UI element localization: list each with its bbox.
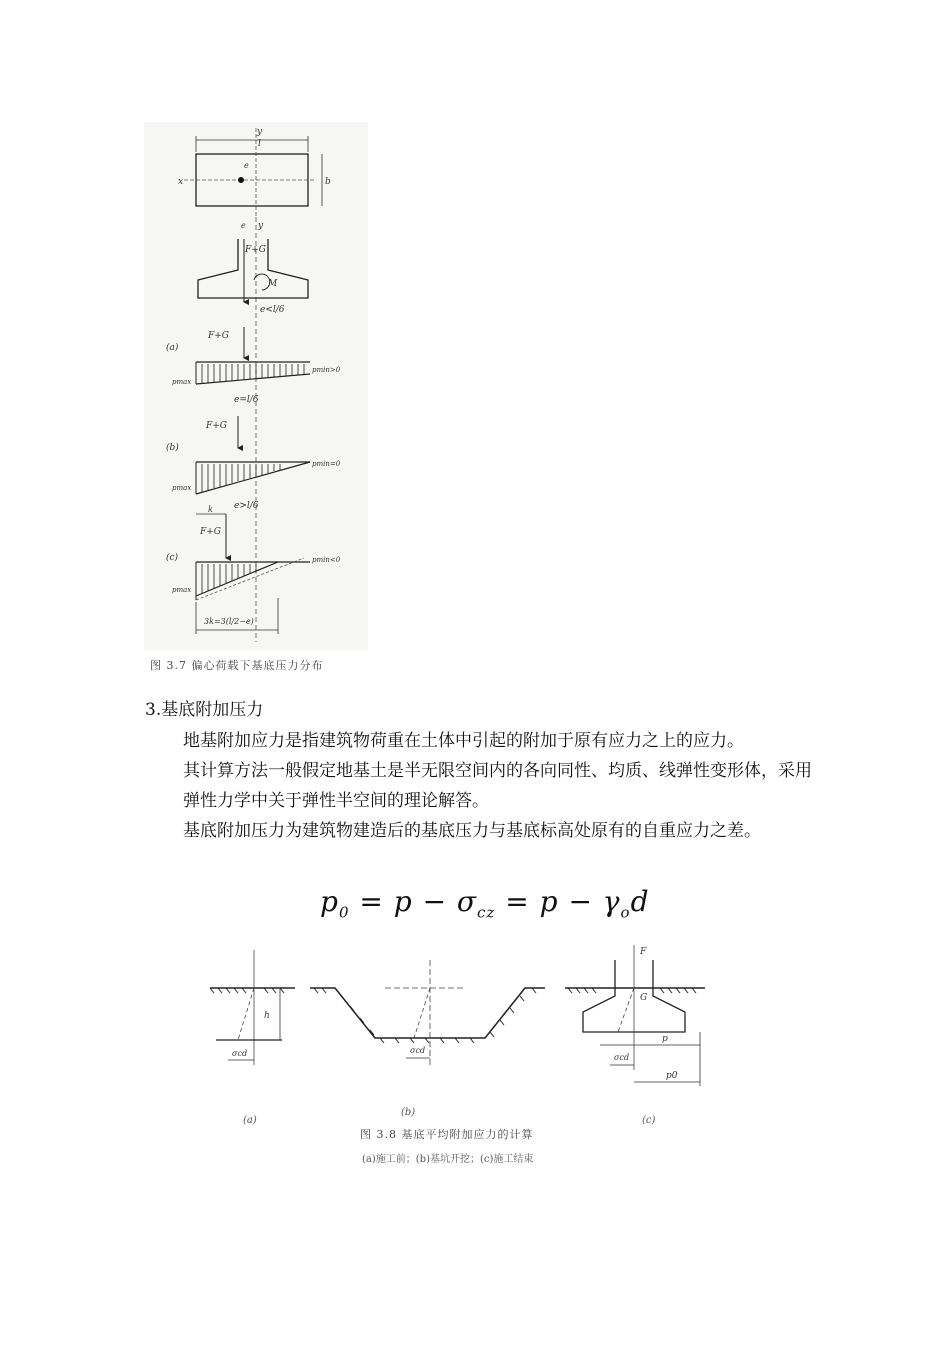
- case-c-label: (c): [166, 553, 179, 563]
- paragraph-3: [145, 816, 817, 846]
- additional-stress-diagram: [200, 940, 730, 1110]
- paragraph-1: [145, 726, 817, 756]
- load-label-c: F+G: [200, 527, 221, 537]
- panel-c-label: (c): [642, 1115, 656, 1126]
- formula-lhs: p: [320, 885, 339, 918]
- e-label-2: e: [241, 221, 246, 230]
- paragraph-2: [145, 756, 817, 816]
- formula-eq1: = p − σ: [349, 885, 478, 918]
- p-label: p: [662, 1034, 668, 1044]
- l-label: l: [258, 139, 261, 149]
- e-lt-label: e<l/6: [260, 305, 285, 315]
- paragraph-2-text: 其计算方法一般假定地基土是半无限空间内的各向同性、均质、线弹性变形体，采用弹性力学中关于弹性半空间的理论解答。: [183, 761, 812, 811]
- paragraph-1-text: 地基附加应力是指建筑物荷重在土体中引起的附加于原有应力之上的应力。: [183, 731, 744, 751]
- pmin-label-b: pmin=0: [312, 460, 341, 468]
- h-label: h: [264, 1011, 270, 1021]
- formula-p0: [320, 885, 650, 922]
- load-label-0: F+G: [245, 245, 266, 255]
- b-label: b: [325, 177, 331, 187]
- pmax-label-b: pmax: [172, 484, 192, 492]
- pmax-label-c: pmax: [172, 586, 192, 594]
- case-a-label: (a): [166, 343, 179, 353]
- figure-3-7-caption: 图 3.7 偏心荷载下基底压力分布: [150, 659, 324, 672]
- x-label: x: [178, 177, 184, 187]
- e-label: e: [244, 161, 249, 170]
- k-label: k: [208, 505, 213, 514]
- sigma-label-b: σcd: [410, 1046, 426, 1055]
- load-label-b: F+G: [206, 421, 227, 431]
- three-k-label: 3k=3(l/2−e): [204, 617, 254, 626]
- pmax-label-a: pmax: [172, 378, 192, 386]
- figure-3-8: [200, 940, 730, 1110]
- figure-3-7: [144, 122, 368, 650]
- sigma-label-c: σcd: [614, 1053, 630, 1062]
- moment-label: M: [268, 279, 278, 289]
- eccentric-load-diagram: [144, 122, 368, 650]
- y-label: y: [257, 127, 263, 137]
- formula-sub2: o: [620, 903, 631, 922]
- panel-b-label: (b): [401, 1107, 416, 1118]
- section-heading: 3.基底附加压力: [145, 700, 264, 720]
- y-label-2: y: [258, 221, 264, 231]
- load-label-a: F+G: [208, 331, 229, 341]
- case-b-label: (b): [166, 443, 179, 453]
- pmin-label-a: pmin>0: [312, 366, 341, 374]
- e-eq-label: e=l/6: [234, 395, 259, 405]
- formula-sub1: cz: [477, 903, 496, 922]
- p0-label: p0: [666, 1071, 678, 1081]
- pmin-label-c: pmin<0: [312, 556, 341, 564]
- figure-3-8-caption: 图 3.8 基底平均附加应力的计算: [360, 1128, 534, 1141]
- sigma-label-a: σcd: [232, 1049, 248, 1058]
- formula-tail: d: [630, 885, 650, 918]
- F-label: F: [640, 947, 647, 957]
- figure-3-8-subcaption: (a)施工前；(b)基坑开挖；(c)施工结束: [362, 1154, 534, 1165]
- formula-eq2: = p − γ: [495, 885, 621, 918]
- panel-a-label: (a): [243, 1115, 257, 1126]
- paragraph-3-text: 基底附加压力为建筑物建造后的基底压力与基底标高处原有的自重应力之差。: [183, 821, 761, 841]
- e-gt-label: e>l/6: [234, 501, 259, 511]
- G-label: G: [640, 993, 648, 1003]
- formula-lhs-sub: 0: [338, 903, 350, 922]
